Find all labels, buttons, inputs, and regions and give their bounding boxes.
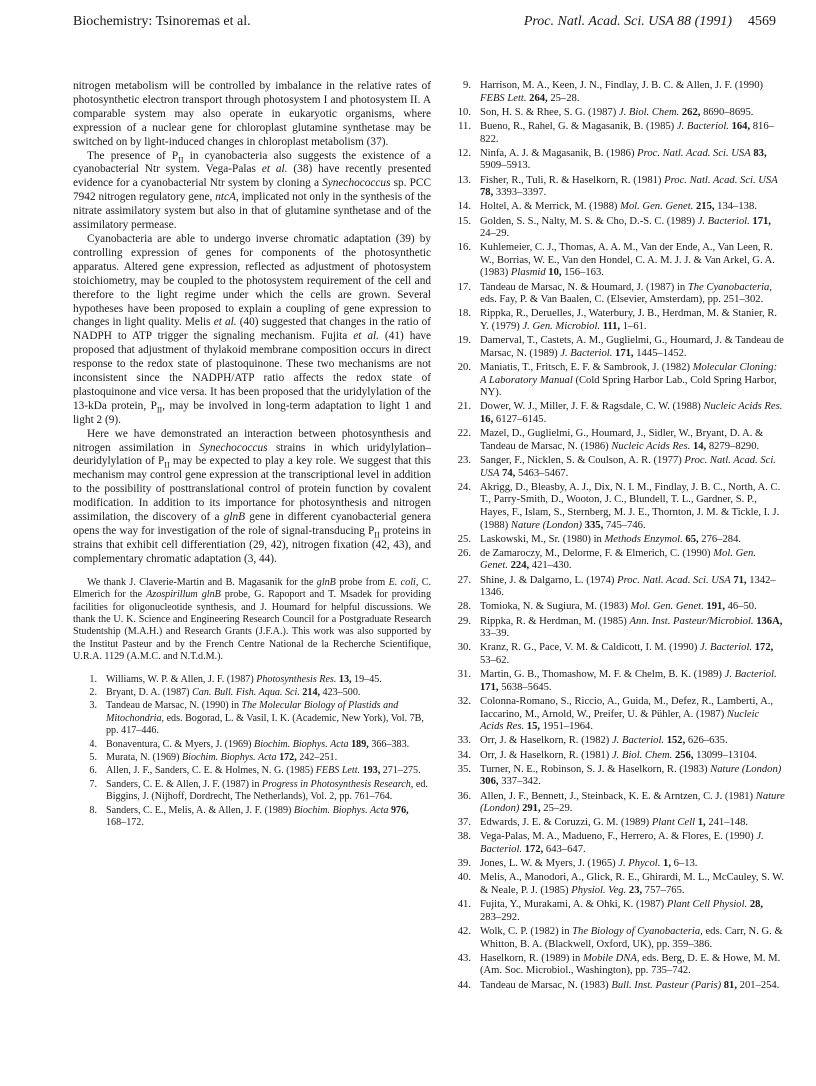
reference-pages: 25–28. <box>547 92 580 104</box>
reference-item <box>73 752 431 764</box>
reference-authors: Mazel, D., Guglielmi, G., Houmard, J., Sidler, W., Bryant, D. A. & Tandeau de Marsac, N. (1986) <box>480 428 764 452</box>
reference-pages: 168–172. <box>106 817 144 829</box>
reference-number: 35. <box>457 763 471 775</box>
paragraph-4: Here we have demonstrated an interaction between photosynthesis and nitrogen assimilation in Synechococcus strains in which uridylylation–deuridylylation of $P_{II}$ may be expected to play a key role. We suggest that this mechanism may control gene expression at the transcriptional level in addition to the possibility of posttranslational control of protein function by covalent modification. In addition to its importance for photosynthesis and nitrogen assimilation, the discovery of a glnB gene in different cyanobacterial genera opens the way for investigation of the role of signal-transducing $P_{II}$ proteins in strains that exhibit cell differentiation (29, 42), nitrogen fixation (42, 43), and complementary chromatic adaptation (3, 44). <box>73 427 431 565</box>
reference-number: 14. <box>457 201 471 213</box>
reference-pages: 1445–1452. <box>633 347 687 359</box>
reference-number: 24. <box>457 481 471 493</box>
reference-volume: 172, <box>522 844 544 856</box>
reference-volume: 171, <box>612 347 634 359</box>
reference-number: 20. <box>457 362 471 373</box>
reference-volume: 193, <box>360 765 381 777</box>
reference-volume: 14, <box>690 440 707 452</box>
reference-volume: 111, <box>600 321 621 333</box>
reference-volume: 189, <box>348 738 369 750</box>
reference-number: 6. <box>89 765 97 777</box>
reference-item <box>447 899 785 924</box>
reference-pages: 276–284. <box>698 533 742 545</box>
reference-number: 7. <box>89 778 97 790</box>
reference-volume: 976, <box>388 804 409 816</box>
reference-volume: 335, <box>582 519 604 531</box>
reference-journal: Nucleic Acids Res. <box>480 708 760 733</box>
reference-journal: Proc. Natl. Acad. Sci. USA <box>480 454 776 479</box>
reference-authors: Vega-Palas, M. A., Madueno, F., Herrero, A. & Flores, E. (1990) <box>480 831 757 843</box>
reference-volume: 164, <box>728 120 751 132</box>
reference-number: 23. <box>457 454 471 466</box>
reference-authors: Orr, J. & Haselkorn, R. (1982) <box>480 735 612 747</box>
running-header-right <box>524 14 776 30</box>
reference-authors: Fujita, Y., Murakami, A. & Ohki, K. (1987) <box>480 899 667 911</box>
reference-item <box>447 107 785 120</box>
reference-item <box>447 121 785 146</box>
reference-item <box>447 335 785 360</box>
reference-pages: 134–138. <box>714 201 757 213</box>
reference-item <box>447 80 785 105</box>
reference-journal: J. Bacteriol. <box>480 831 764 856</box>
reference-number: 28. <box>457 601 471 613</box>
reference-authors: Melis, A., Manodori, A., Glick, R. E., Ghirardi, M. L., McCauley, S. W. & Neale, P. J. (1985) <box>480 872 784 897</box>
right-column <box>447 80 785 994</box>
reference-volume: 152, <box>664 735 686 747</box>
reference-journal: J. Phycol. <box>618 858 661 870</box>
reference-journal: Plasmid <box>510 267 546 279</box>
reference-number: 32. <box>457 695 471 707</box>
reference-pages: eds. Carr, N. G. & Whitton, B. A. (Blackwell, Oxford, UK), pp. 359–386. <box>480 926 783 950</box>
reference-item <box>447 175 785 200</box>
reference-item <box>73 805 431 830</box>
reference-item <box>447 750 785 763</box>
reference-pages: 19–45. <box>351 673 382 685</box>
reference-journal: Biochim. Biophys. Acta <box>181 752 277 763</box>
reference-number: 33. <box>457 735 471 747</box>
reference-item <box>447 616 785 641</box>
reference-number: 4. <box>89 738 97 750</box>
reference-item <box>73 779 431 804</box>
reference-number: 17. <box>457 281 471 293</box>
reference-journal: Progress in Photosynthesis Research, <box>261 778 414 790</box>
reference-journal: Nucleic Acids Res. <box>703 401 783 413</box>
reference-authors: Allen, J. F., Sanders, C. E. & Holmes, N. G. (1985) <box>106 765 316 777</box>
reference-volume: 262, <box>679 106 701 118</box>
reference-item <box>73 700 431 737</box>
reference-journal: Mol. Gen. Genet. <box>630 601 704 613</box>
acknowledgments: We thank J. Claverie-Martin and B. Magasanik for the glnB probe from E. coli, C. Elmerich for the Azospirillum glnB probe, G. Rapoport and T. Msadek for providing facilities for oligonucleotide synthesis, and J. Houmard for helpful discussions. We thank the U. K. Science and Engineering Research Council for a Postgraduate Research Studentship (M.A.H.) and Research Grants (J.F.A.). This work was also supported by the Institut Pasteur and by the French Centre National de la Recherche Scientifique, U.R.A. 1129 (A.M.C. and N.T.d.M.). <box>73 576 431 663</box>
reference-pages: 3393–3397. <box>493 187 547 199</box>
reference-authors: Tomioka, N. & Sugiura, M. (1983) <box>480 601 631 613</box>
reference-pages: 53–62. <box>480 655 510 666</box>
reference-pages: (Cold Spring Harbor Lab., Cold Spring Harbor, NY). <box>480 374 777 399</box>
reference-number: 22. <box>457 428 471 440</box>
reference-item <box>447 926 785 951</box>
reference-authors: Wolk, C. P. (1982) in <box>480 926 573 937</box>
reference-volume: 172, <box>276 752 297 763</box>
reference-pages: 6127–6145. <box>493 413 547 425</box>
reference-pages: eds. Bogorad, L. & Vasil, I. K. (Academic, New York), Vol. 7B, pp. 417–446. <box>106 712 424 737</box>
reference-journal: Can. Bull. Fish. Aqua. Sci. <box>192 686 300 698</box>
reference-pages: 6–13. <box>670 858 698 870</box>
reference-journal: Methods Enzymol. <box>604 533 683 545</box>
reference-item <box>447 953 785 978</box>
reference-volume: 78, <box>480 187 494 199</box>
reference-authors: Martin, G. B., Thomashow, M. F. & Chelm, B. K. (1989) <box>480 669 725 681</box>
reference-number: 27. <box>457 574 471 586</box>
reference-pages: ed. Biggins, J. (Nijhoff, Dordrecht, The Netherlands), Vol. 2, pp. 761–764. <box>106 778 428 803</box>
reference-number: 25. <box>457 533 471 545</box>
reference-authors: Bueno, R., Rahel, G. & Magasanik, B. (1985) <box>480 120 677 132</box>
reference-journal: J. Bacteriol. <box>697 215 750 227</box>
reference-number: 36. <box>457 790 471 802</box>
reference-number: 37. <box>457 817 471 829</box>
reference-number: 13. <box>457 174 471 186</box>
reference-authors: Kranz, R. G., Pace, V. M. & Caldicott, I. M. (1990) <box>480 642 700 654</box>
reference-number: 16. <box>457 242 471 254</box>
reference-number: 8. <box>89 804 97 816</box>
reference-authors: Kuhlemeier, C. J., Thomas, A. A. M., Van der Ende, A., Van Leen, R. W., Borrias, W. E., Van den Hondel, C. A. M. J. J. & Van Arkel, G. A. (1983) <box>480 242 775 279</box>
reference-pages: 643–647. <box>543 844 586 856</box>
reference-authors: Maniatis, T., Fritsch, E. F. & Sambrook, J. (1982) <box>480 362 693 373</box>
reference-authors: Ninfa, A. J. & Magasanik, B. (1986) <box>480 147 638 159</box>
reference-number: 29. <box>457 615 471 627</box>
reference-list-right <box>447 80 785 992</box>
left-column <box>73 80 431 830</box>
reference-item <box>447 642 785 667</box>
reference-number: 3. <box>89 700 97 712</box>
reference-journal: Physiol. Veg. <box>571 885 627 897</box>
reference-item <box>447 831 785 856</box>
reference-pages: 745–746. <box>603 519 646 531</box>
reference-pages: 5909–5913. <box>480 160 531 172</box>
paragraph-3: Cyanobacteria are able to undergo inverse chromatic adaptation (39) by controlling expression of genes for components of the photosynthetic apparatus. Altered gene expression, reflected as adjustment of photosystem stoichiometry, may be coupled to the photosystem requirement of the cell and therefore to the light regime under which the cells are grown. Several hypotheses have been proposed to explain a coupling of gene expression to changes in light quality. Melis et al. (40) suggested that changes in the ratio of NADPH to ATP trigger the signaling mechanism. Fujita et al. (41) have proposed that adjustment of thylakoid membrane composition occurs in direct response to the redox state of plastoquinone. These two mechanisms are not inconsistent since the NADPH/ATP ratio affects the redox state of plastoquinone and vice versa. It has been proposed that the uridylylation of the 13-kDa protein, $P_{II}$, may be involved in long-term adaptation to light 1 and light 2 (9). <box>73 232 432 426</box>
reference-pages: 13099–13104. <box>693 749 758 761</box>
reference-pages: 816–822. <box>480 120 774 145</box>
reference-item <box>447 575 785 600</box>
reference-number: 5. <box>89 752 97 763</box>
reference-number: 11. <box>458 120 471 132</box>
reference-volume: 306, <box>480 776 499 788</box>
reference-journal: J. Bacteriol. <box>700 642 753 654</box>
reference-authors: Williams, W. P. & Allen, J. F. (1987) <box>106 673 257 685</box>
reference-pages: 5463–5467. <box>515 467 569 479</box>
reference-volume: 171, <box>480 681 499 693</box>
reference-journal: The Molecular Biology of Plastids and Mitochondria, <box>106 700 399 724</box>
reference-journal: The Cyanobacteria, <box>687 281 772 293</box>
reference-volume: 16, <box>480 413 494 425</box>
reference-item <box>447 858 785 871</box>
reference-item <box>447 872 785 897</box>
reference-volume: 215, <box>693 201 715 213</box>
reference-authors: Colonna-Romano, S., Riccio, A., Guida, M., Defez, R., Lamberti, A., Iaccarino, M., Arnold, W., Preifer, U. & Pühler, A. (1987) <box>480 695 774 720</box>
reference-volume: 74, <box>499 467 516 479</box>
reference-item <box>447 455 785 480</box>
reference-volume: 256, <box>672 749 694 761</box>
reference-item <box>447 148 785 173</box>
reference-number: 39. <box>457 858 471 870</box>
reference-item <box>447 548 785 573</box>
reference-pages: 201–254. <box>737 979 780 991</box>
reference-authors: Allen, J. F., Bennett, J., Steinback, K. E. & Arntzen, C. J. (1981) <box>480 790 756 802</box>
reference-item <box>73 765 431 777</box>
reference-authors: Orr, J. & Haselkorn, R. (1981) <box>480 749 612 761</box>
reference-authors: Sanders, C. E. & Allen, J. F. (1987) in <box>106 778 262 790</box>
reference-volume: 136A, <box>753 615 783 627</box>
reference-pages: 1951–1964. <box>540 721 593 733</box>
reference-number: 41. <box>457 899 471 911</box>
reference-pages: 25–29. <box>540 803 573 815</box>
paragraph-2: The presence of $P_{II}$ in cyanobacteria also suggests the existence of a cyanobacterial Ntr system. Vega-Palas et al. (38) have recently presented evidence for a cyanobacterial Ntr system by cloning a Synechococcus sp. PCC 7942 nitrogen regulatory gene, ntcA, implicated not only in the synthesis of the nitrate assimilatory system but also in that of glutamine synthetase and of the assimilatory permease. <box>73 149 432 232</box>
reference-authors: de Zamaroczy, M., Delorme, F. & Elmerich, C. (1990) <box>480 547 714 559</box>
reference-pages: 423–500. <box>320 686 361 698</box>
reference-pages: 1–61. <box>620 321 647 333</box>
reference-number: 38. <box>457 831 471 843</box>
reference-volume: 23, <box>626 885 643 897</box>
reference-volume: 1, <box>695 817 706 829</box>
reference-journal: J. Bacteriol. <box>724 669 777 681</box>
reference-journal: Biochim. Biophys. Acta <box>254 738 349 750</box>
reference-authors: Sanger, F., Nicklen, S. & Coulson, A. R. (1977) <box>480 454 685 466</box>
reference-pages: 757–765. <box>642 885 685 897</box>
reference-journal: Proc. Natl. Acad. Sci. USA <box>617 574 731 586</box>
reference-pages: 271–275. <box>380 765 421 777</box>
reference-volume: 214, <box>299 686 321 698</box>
reference-journal: The Biology of Cyanobacteria, <box>572 926 703 937</box>
reference-item <box>447 201 785 214</box>
reference-number: 34. <box>457 749 471 761</box>
reference-volume: 291, <box>519 803 541 815</box>
reference-authors: Holtel, A. & Merrick, M. (1988) <box>480 201 621 213</box>
reference-journal: Photosynthesis Res. <box>256 673 337 685</box>
reference-authors: Bonaventura, C. & Myers, J. (1969) <box>106 738 255 750</box>
reference-authors: Rippka, R., Deruelles, J., Waterbury, J. B., Herdman, M. & Stanier, R. Y. (1979) <box>480 308 778 333</box>
reference-pages: 46–50. <box>724 601 757 613</box>
reference-journal: Nature (London) <box>710 763 782 775</box>
running-header-left: Biochemistry: Tsinoremas et al. <box>73 14 251 29</box>
reference-pages: 337–342. <box>498 776 541 788</box>
reference-journal: J. Gen. Microbiol. <box>522 321 601 333</box>
reference-journal: J. Biol. Chem. <box>618 106 680 118</box>
reference-authors: Tandeau de Marsac, N. (1990) in <box>106 700 242 712</box>
reference-pages: eds. Fay, P. & Van Baalen, C. (Elsevier, Amsterdam), pp. 251–302. <box>480 294 764 306</box>
reference-journal: Mol. Gen. Genet. <box>480 547 756 572</box>
reference-authors: Fisher, R., Tuli, R. & Haselkorn, R. (1981) <box>480 174 665 186</box>
reference-number: 44. <box>457 979 471 991</box>
reference-journal: J. Bacteriol. <box>611 735 665 747</box>
reference-item <box>447 817 785 830</box>
reference-number: 15. <box>457 215 471 227</box>
reference-authors: Damerval, T., Castets, A. M., Guglielmi, G., Houmard, J. & Tandeau de Marsac, N. (1989) <box>480 335 784 359</box>
reference-authors: Turner, N. E., Robinson, S. J. & Haselkorn, R. (1983) <box>480 763 711 775</box>
reference-item <box>447 764 785 789</box>
reference-authors: Son, H. S. & Rhee, S. G. (1987) <box>480 106 619 118</box>
reference-pages: eds. Berg, D. E. & Howe, M. M. (Am. Soc. Microbiol., Washington), pp. 735–742. <box>480 952 781 977</box>
reference-journal: Nature (London) <box>480 790 785 815</box>
reference-journal: Nucleic Acids Res. <box>611 440 691 452</box>
reference-item <box>447 428 785 453</box>
reference-volume: 28, <box>747 899 764 911</box>
reference-journal: J. Bacteriol. <box>560 347 613 359</box>
reference-item <box>447 669 785 694</box>
reference-pages: 156–163. <box>561 267 604 279</box>
reference-journal: FEBS Lett. <box>480 92 527 104</box>
reference-number: 1. <box>89 673 97 685</box>
reference-number: 30. <box>457 642 471 654</box>
reference-pages: 242–251. <box>296 752 338 763</box>
reference-number: 43. <box>457 952 471 964</box>
reference-item <box>447 308 785 333</box>
reference-item <box>73 687 431 699</box>
reference-journal: Mol. Gen. Genet. <box>620 201 694 213</box>
reference-authors: Bryant, D. A. (1987) <box>106 686 193 698</box>
reference-item <box>73 739 431 751</box>
reference-number: 9. <box>463 80 471 91</box>
reference-number: 31. <box>457 669 471 681</box>
reference-item <box>447 216 785 241</box>
reference-number: 18. <box>457 308 471 320</box>
reference-journal: Proc. Natl. Acad. Sci. USA <box>664 174 778 186</box>
reference-pages: 283–292. <box>480 911 520 923</box>
reference-volume: 171, <box>749 215 771 227</box>
reference-authors: Akrigg, D., Bleasby, A. J., Dix, N. I. M., Findlay, J. B. C., North, A. C. T., Parry-Smith, D., Wooton, J. C., Blundell, T. L., Gardner, S. P., Hayes, F., Islam, S., Sternberg, M. J. E., Thornton, J. M. & Tickle, I. J. (1988) <box>480 481 781 531</box>
reference-pages: 24–29. <box>480 228 510 240</box>
reference-volume: 1, <box>660 858 671 870</box>
reference-number: 10. <box>457 106 471 118</box>
reference-journal: Biochim. Biophys. Acta <box>293 804 389 816</box>
reference-pages: 241–148. <box>705 817 749 829</box>
reference-authors: Dower, W. J., Miller, J. F. & Ragsdale, C. W. (1988) <box>480 401 704 413</box>
reference-authors: Shine, J. & Dalgarno, L. (1974) <box>480 574 618 586</box>
reference-pages: 1342–1346. <box>480 574 776 599</box>
reference-item <box>447 980 785 993</box>
reference-pages: 5638–5645. <box>498 681 552 693</box>
reference-volume: 172, <box>752 642 774 654</box>
reference-number: 2. <box>89 686 97 698</box>
reference-volume: 10, <box>545 267 562 279</box>
reference-number: 40. <box>457 872 471 884</box>
reference-pages: 421–430. <box>529 560 572 572</box>
reference-volume: 71, <box>730 574 747 586</box>
reference-volume: 191, <box>703 601 725 613</box>
reference-authors: Harrison, M. A., Keen, J. N., Findlay, J. B. C. & Allen, J. F. (1990) <box>480 80 764 91</box>
reference-item <box>447 282 785 307</box>
reference-authors: Haselkorn, R. (1989) in <box>480 952 583 964</box>
reference-authors: Tandeau de Marsac, N. & Houmard, J. (1987) in <box>480 281 688 293</box>
reference-item <box>447 534 785 547</box>
reference-item <box>447 696 785 734</box>
reference-authors: Jones, L. W. & Myers, J. (1965) <box>480 858 619 870</box>
reference-journal: Proc. Natl. Acad. Sci. USA <box>637 147 751 159</box>
reference-volume: 83, <box>750 147 767 159</box>
reference-pages: 626–635. <box>685 735 728 747</box>
reference-item <box>447 362 785 400</box>
reference-authors: Edwards, J. E. & Coruzzi, G. M. (1989) <box>480 817 652 829</box>
page-number: 4569 <box>748 14 776 29</box>
reference-journal: Molecular Cloning: A Laboratory Manual <box>480 362 778 386</box>
reference-item <box>447 735 785 748</box>
reference-journal: FEBS Lett. <box>315 765 361 777</box>
reference-pages: 33–39. <box>480 628 510 640</box>
reference-journal: Ann. Inst. Pasteur/Microbiol. <box>629 615 754 627</box>
reference-volume: 65, <box>682 533 699 545</box>
reference-journal: Mobile DNA, <box>582 952 640 964</box>
reference-journal: J. Biol. Chem. <box>611 749 673 761</box>
reference-journal: J. Bacteriol. <box>676 120 729 132</box>
reference-authors: Rippka, R. & Herdman, M. (1985) <box>480 615 630 627</box>
reference-volume: 81, <box>721 979 737 991</box>
reference-number: 21. <box>457 401 471 413</box>
reference-item <box>447 791 785 816</box>
reference-item <box>447 482 785 532</box>
reference-number: 26. <box>457 547 471 559</box>
reference-list-left <box>73 674 431 830</box>
reference-volume: 264, <box>526 92 548 104</box>
reference-authors: Murata, N. (1969) <box>106 752 182 763</box>
reference-journal: Plant Cell <box>651 817 696 829</box>
reference-number: 19. <box>457 335 471 347</box>
reference-journal: Bull. Inst. Pasteur (Paris) <box>611 979 722 991</box>
reference-pages: 366–383. <box>368 738 410 750</box>
reference-number: 42. <box>457 926 471 937</box>
reference-item <box>447 401 785 426</box>
reference-pages: 8279–8290. <box>706 440 760 452</box>
reference-item <box>447 242 785 280</box>
reference-authors: Golden, S. S., Nalty, M. S. & Cho, D.-S. C. (1989) <box>480 215 698 227</box>
reference-item <box>73 674 431 686</box>
reference-journal: Nature (London) <box>510 519 583 531</box>
reference-authors: Laskowski, M., Sr. (1980) in <box>480 533 605 545</box>
reference-volume: 13, <box>336 673 352 685</box>
reference-authors: Tandeau de Marsac, N. (1983) <box>480 979 612 991</box>
reference-volume: 224, <box>507 560 530 572</box>
reference-number: 12. <box>457 147 471 159</box>
reference-volume: 15, <box>524 721 541 733</box>
journal-citation: Proc. Natl. Acad. Sci. USA 88 (1991) <box>523 14 732 29</box>
paragraph-1: nitrogen metabolism will be controlled by imbalance in the relative rates of photosynthetic electron transport through photosystem I and photosystem II. A comparable system may also operate in eukaryotic organisms, where expression of a nuclear gene for chloroplast glutamine synthetase may be switched on by light-induced changes in chloroplast metabolism (37). <box>73 80 431 148</box>
reference-pages: 8690–8695. <box>700 106 754 118</box>
reference-item <box>447 601 785 614</box>
reference-journal: Plant Cell Physiol. <box>666 899 748 911</box>
reference-authors: Sanders, C. E., Melis, A. & Allen, J. F. (1989) <box>106 804 294 816</box>
